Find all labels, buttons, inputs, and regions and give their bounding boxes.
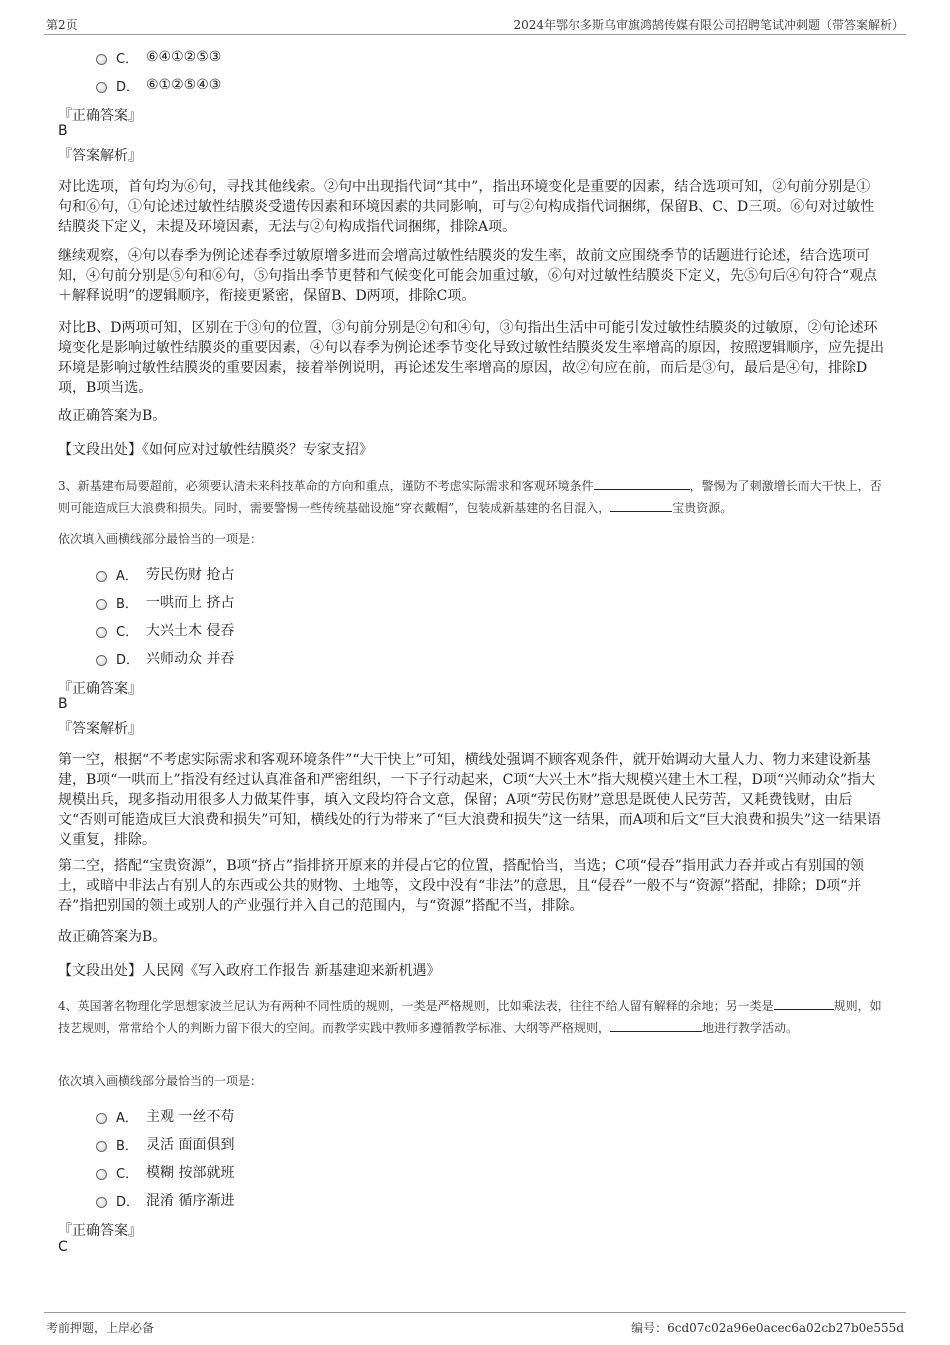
radio-icon[interactable] — [96, 599, 107, 610]
q3-analysis-label: 『答案解析』 — [58, 721, 142, 737]
q3-source: 【文段出处】人民网《写入政府工作报告 新基建迎来新机遇》 — [58, 963, 441, 979]
q3-answer: B — [58, 696, 68, 712]
q4-stem — [58, 995, 888, 1039]
q2-analysis-paragraph: 对比B、D两项可知，区别在于③句的位置，③句前分别是②句和④句，③句指出生活中可能引发过敏性结膜炎的过敏原，②句论述环境变化是影响过敏性结膜炎的重要因素，④句以春季为例论述季节变化导致过敏性结膜炎发生率增高的原因，按照逻辑顺序，应先提出环境是影响过敏性结膜炎的重要因素，接着举例说明，再论述发生率增高的原因，故②句应在前，而后是③句，最后是④句，排除D项，B项当选。 — [58, 320, 884, 396]
radio-icon[interactable] — [96, 627, 107, 638]
q2-analysis-paragraph: 对比选项，首句均为⑥句，寻找其他线索。②句中出现指代词“其中”，指出环境变化是重要的因素，结合选项可知，②句前分别是①句和⑥句，①句论述过敏性结膜炎受遗传因素和环境因素的共同影响，可与②句构成指代词捆绑，保留B、C、D三项。⑥句对过敏性结膜炎下定义，未提及环境因素，无法与②句构成指代词捆绑，排除A项。 — [58, 179, 875, 235]
radio-icon[interactable] — [96, 1113, 107, 1124]
q3-option-b[interactable] — [96, 592, 234, 612]
blank-line — [774, 995, 834, 1010]
q3-option-a[interactable] — [96, 564, 234, 584]
option-text: 劳民伤财 抢占 — [146, 567, 235, 583]
option-letter: A． — [116, 568, 138, 584]
page-footer — [44, 1312, 906, 1337]
q3-prompt: 依次填入画横线部分最恰当的一项是： — [58, 532, 263, 546]
q4-stem-part: 地进行教学活动。 — [702, 1021, 799, 1035]
option-text: 一哄而上 挤占 — [146, 595, 235, 611]
option-letter: C． — [116, 51, 139, 67]
q2-analysis-paragraph: 继续观察，④句以春季为例论述春季过敏原增多进而会增高过敏性结膜炎的发生率，故前文应围绕季节的话题进行论述，结合选项可知，④句前分别是⑤句和⑥句，⑤句指出季节更替和气候变化可能会加重过敏，⑥句对过敏性结膜炎下定义，先⑤句后④句符合“观点＋解释说明”的逻辑顺序，衔接更紧密，保留B、D两项，排除C项。 — [58, 248, 878, 304]
radio-icon[interactable] — [96, 82, 107, 93]
radio-icon[interactable] — [96, 571, 107, 582]
option-text: ⑥①②⑤④③ — [146, 77, 222, 93]
option-text: ⑥④①②⑤③ — [146, 49, 222, 65]
option-letter: D． — [116, 1194, 140, 1210]
option-letter: B． — [116, 1138, 138, 1154]
blank-line — [610, 497, 672, 512]
page-header — [44, 14, 906, 35]
q3-analysis-paragraph: 第一空，根据“不考虑实际需求和客观环境条件”“大干快上”可知，横线处强调不顾客观条件，就开始调动大量人力、物力来建设新基建，B项“一哄而上”指没有经过认真准备和严密组织，一下子行动起来，C项“大兴土木”指大规模兴建土木工程，D项“兴师动众”指大规模出兵，现多指动用很多人力做某件事，填入文段均符合文意，保留；A项“劳民伤财”意思是既使人民劳苦，又耗费钱财，由后文“否则可能造成巨大浪费和损失”可知，横线处的行为带来了“巨大浪费和损失”这一结果，而A项和后文“巨大浪费和损失”这一结果语义重复，排除。 — [58, 752, 882, 848]
q2-analysis-label: 『答案解析』 — [58, 148, 142, 164]
option-letter: D． — [116, 652, 140, 668]
q2-option-c[interactable] — [96, 47, 221, 67]
blank-line — [594, 475, 690, 490]
q3-stem — [58, 475, 888, 519]
q2-source: 【文段出处】《如何应对过敏性结膜炎？专家支招》 — [58, 442, 373, 458]
option-text: 兴师动众 并吞 — [146, 651, 235, 667]
q4-option-c[interactable] — [96, 1162, 234, 1182]
option-letter: A． — [116, 1110, 138, 1126]
q3-option-d[interactable] — [96, 648, 234, 668]
radio-icon[interactable] — [96, 54, 107, 65]
option-letter: D． — [116, 79, 140, 95]
q3-option-c[interactable] — [96, 620, 234, 640]
radio-icon[interactable] — [96, 1141, 107, 1152]
q2-conclusion: 故正确答案为B。 — [58, 408, 167, 424]
q3-answer-label: 『正确答案』 — [58, 681, 142, 697]
q3-conclusion: 故正确答案为B。 — [58, 929, 167, 945]
option-letter: C． — [116, 1166, 139, 1182]
q4-answer: C — [58, 1239, 68, 1255]
q3-stem-part: 宝贵资源。 — [672, 501, 733, 515]
option-text: 主观 一丝不苟 — [146, 1109, 235, 1125]
option-text: 混淆 循序渐进 — [146, 1193, 235, 1209]
q2-option-d[interactable] — [96, 75, 221, 95]
q3-stem-part: 3、新基建布局要超前，必须要认清未来科技革命的方向和重点，谨防不考虑实际需求和客观环境条件 — [58, 479, 594, 493]
q4-prompt: 依次填入画横线部分最恰当的一项是： — [58, 1074, 263, 1088]
q4-option-b[interactable] — [96, 1134, 234, 1154]
q4-option-a[interactable] — [96, 1106, 234, 1126]
document-code: 编号：6cd07c02a96e0acec6a02cb27b0e555d — [631, 1321, 904, 1335]
q4-answer-label: 『正确答案』 — [58, 1223, 142, 1239]
document-title: 2024年鄂尔多斯乌审旗鸿鹄传媒有限公司招聘笔试冲刺题（带答案解析） — [513, 18, 904, 32]
q4-stem-part: 4、英国著名物理化学思想家波兰尼认为有两种不同性质的规则，一类是严格规则，比如乘法表，往往不给人留有解释的余地；另一类是 — [58, 999, 774, 1013]
q2-answer-label: 『正确答案』 — [58, 108, 142, 124]
page-number: 第2页 — [46, 18, 78, 32]
option-letter: C． — [116, 624, 139, 640]
q4-option-d[interactable] — [96, 1190, 234, 1210]
footer-slogan: 考前押题，上岸必备 — [46, 1321, 155, 1335]
option-text: 模糊 按部就班 — [146, 1165, 235, 1181]
blank-line — [610, 1017, 702, 1032]
q4-stem-part: 规则，如技艺规则，常常给个人的判断力留下很大的空间。而教学实践中教师多遵循教学标准、大纲等严格规则， — [58, 999, 882, 1035]
radio-icon[interactable] — [96, 1169, 107, 1180]
radio-icon[interactable] — [96, 1197, 107, 1208]
option-text: 灵活 面面俱到 — [146, 1137, 235, 1153]
option-letter: B． — [116, 596, 138, 612]
q3-stem-part: ，警惕为了刺激增长而大干快上，否则可能造成巨大浪费和损失。同时，需要警惕一些传统基础设施“穿衣戴帽”，包装成新基建的名目混入， — [58, 479, 882, 515]
q3-analysis-paragraph: 第二空，搭配“宝贵资源”，B项“挤占”指排挤开原来的并侵占它的位置，搭配恰当，当选；C项“侵吞”指用武力吞并或占有别国的领土，或暗中非法占有别人的东西或公共的财物、土地等，文段中没有“非法”的意思，且“侵吞”一般不与“资源”搭配，排除；D项“并吞”指把别国的领土或别人的产业强行并入自己的范围内，与“资源”搭配不当，排除。 — [58, 858, 864, 914]
q2-answer: B — [58, 123, 68, 139]
option-text: 大兴土木 侵吞 — [146, 623, 235, 639]
radio-icon[interactable] — [96, 655, 107, 666]
